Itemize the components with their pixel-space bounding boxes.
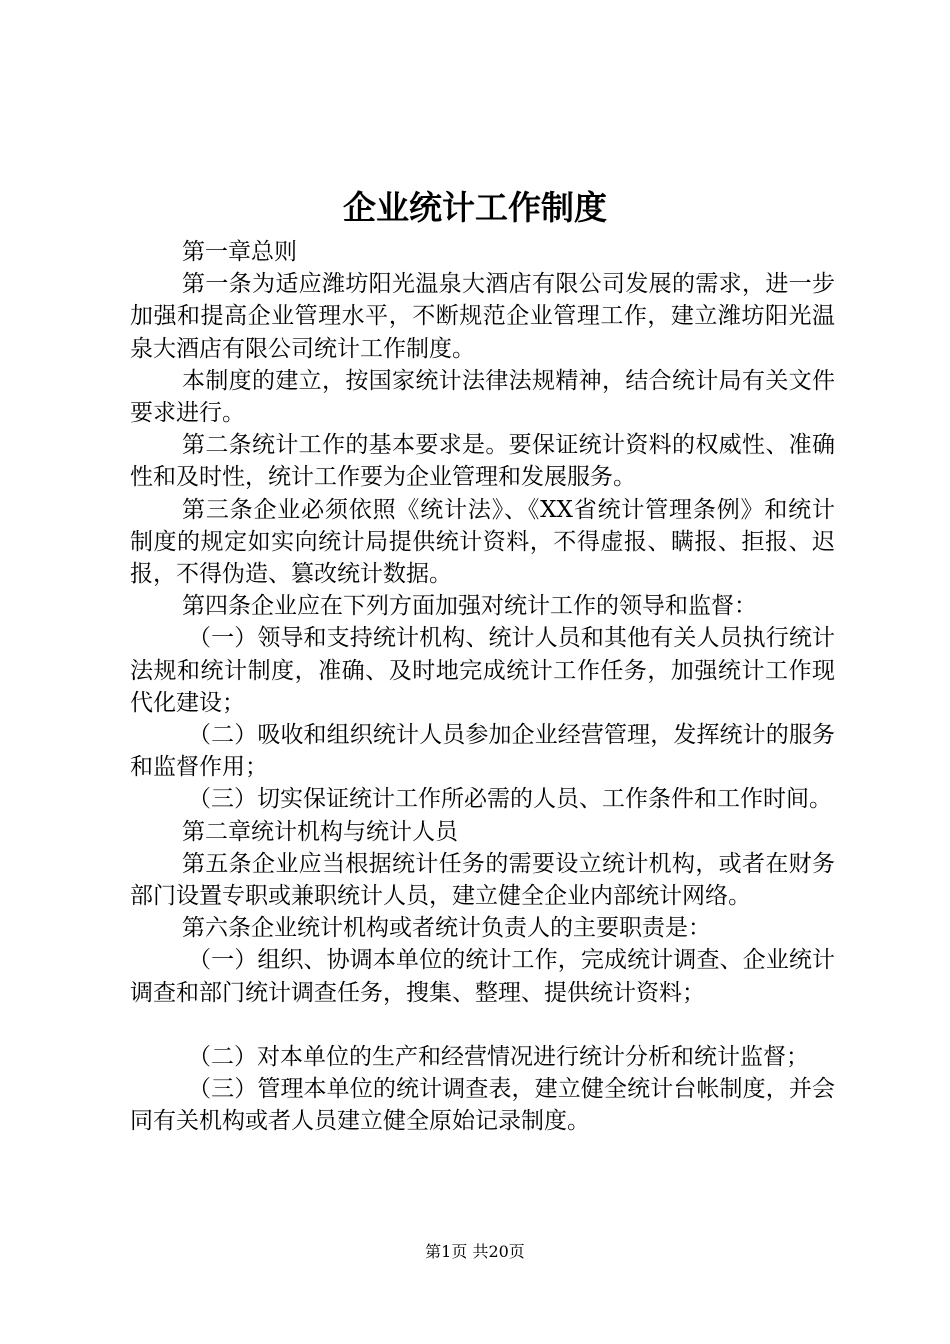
list-item: （二）吸收和组织统计人员参加企业经营管理，发挥统计的服务和监督作用；: [130, 722, 835, 781]
list-item: （一）领导和支持统计机构、统计人员和其他有关人员执行统计法规和统计制度，准确、及时地完成统计工作任务，加强统计工作现代化建设；: [130, 625, 835, 716]
paragraph: 第五条企业应当根据统计任务的需要设立统计机构，或者在财务部门设置专职或兼职统计人员，建立健全企业内部统计网络。: [130, 850, 835, 910]
paragraph: 第三条企业必须依照《统计法》、《XX省统计管理条例》和统计制度的规定如实向统计局提供统计资料，不得虚报、瞒报、拒报、迟报，不得伪造、篡改统计数据。: [130, 496, 835, 588]
list-item: （二）对本单位的生产和经营情况进行统计分析和统计监督；: [188, 1043, 809, 1070]
document-title: 企业统计工作制度: [343, 188, 607, 227]
chapter-heading-2: 第二章统计机构与统计人员: [182, 818, 458, 845]
list-item: （三）切实保证统计工作所必需的人员、工作条件和工作时间。: [188, 786, 832, 813]
paragraph: 本制度的建立，按国家统计法律法规精神，结合统计局有关文件要求进行。: [130, 367, 835, 427]
paragraph: 第二条统计工作的基本要求是。要保证统计资料的权威性、准确性和及时性，统计工作要为企业管理和发展服务。: [130, 432, 835, 491]
paragraph: 第一条为适应潍坊阳光温泉大酒店有限公司发展的需求，进一步加强和提高企业管理水平，不断规范企业管理工作，建立潍坊阳光温泉大酒店有限公司统计工作制度。: [130, 271, 835, 362]
list-item: （一）组织、协调本单位的统计工作，完成统计调查、企业统计调查和部门统计调查任务，搜集、整理、提供统计资料；: [130, 947, 835, 1006]
blank-line: [130, 1009, 835, 1041]
paragraph: 第四条企业应在下列方面加强对统计工作的领导和监督：: [182, 593, 757, 620]
page-footer: 第1页 共20页: [425, 1242, 525, 1261]
chapter-heading-1: 第一章总则: [182, 239, 297, 265]
document-body: [130, 236, 835, 1137]
list-item: （三）管理本单位的统计调查表，建立健全统计台帐制度，并会同有关机构或者人员建立健全原始记录制度。: [130, 1076, 835, 1135]
paragraph: 第六条企业统计机构或者统计负责人的主要职责是：: [182, 915, 711, 942]
